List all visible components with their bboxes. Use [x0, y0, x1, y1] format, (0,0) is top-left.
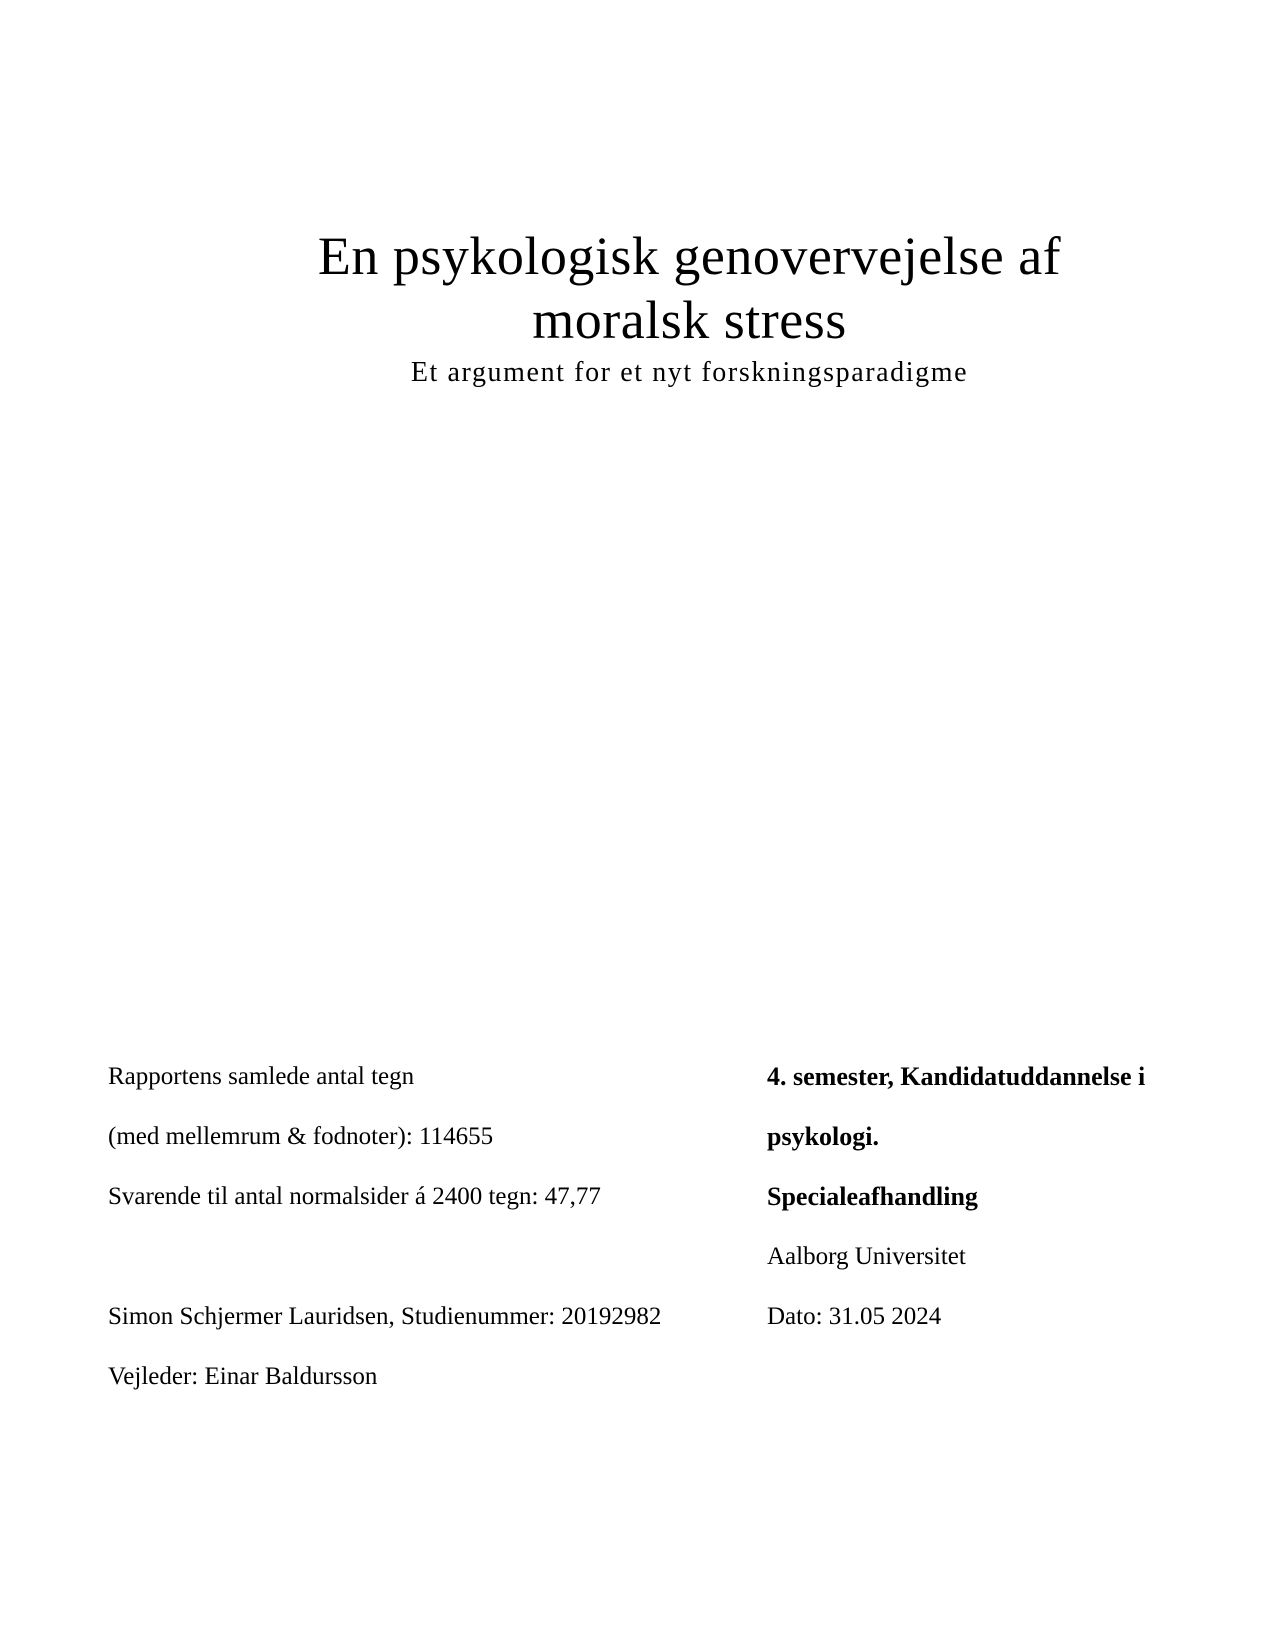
normal-pages-line: Svarende til antal normalsider á 2400 tegn: 47,77: [108, 1183, 601, 1210]
author-line: Simon Schjermer Lauridsen, Studienummer: 20192982: [108, 1303, 662, 1330]
document-title-line-2: moralsk stress: [532, 290, 847, 350]
date-line: Dato: 31.05 2024: [767, 1303, 942, 1330]
report-chars-value: (med mellemrum & fodnoter): 114655: [108, 1123, 494, 1150]
report-stats-column: [108, 1047, 708, 1407]
document-title-line-1: En psykologisk genovervejelse af: [317, 226, 1062, 286]
document-title: [104, 224, 1275, 352]
thesis-type: Specialeafhandling: [767, 1182, 978, 1211]
document-subtitle: Et argument for et nyt forskningsparadigme: [410, 357, 969, 388]
program-name-line-2: psykologi.: [767, 1122, 879, 1151]
program-name: [767, 1047, 1217, 1167]
program-name-line-1: 4. semester, Kandidatuddannelse i: [767, 1062, 1146, 1091]
university-name: Aalborg Universitet: [767, 1243, 966, 1270]
supervisor-line: Vejleder: Einar Baldursson: [108, 1363, 378, 1390]
report-chars-label: Rapportens samlede antal tegn: [108, 1063, 415, 1090]
program-info-column: [767, 1047, 1217, 1347]
title-block: [0, 224, 1275, 390]
